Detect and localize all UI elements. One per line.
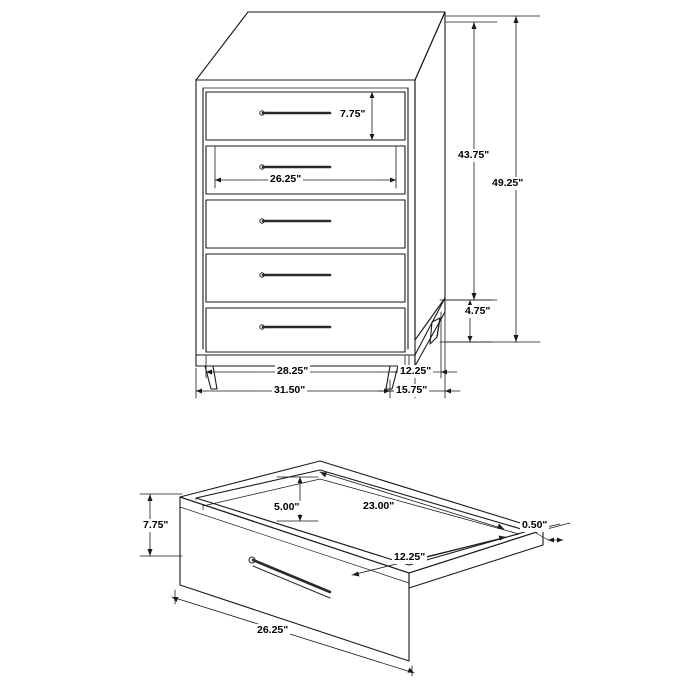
dim-label-drawer-face-width: 26.25" (270, 173, 302, 185)
dim-label-drawer-side-height: 7.75" (143, 519, 169, 531)
dim-drawer-interior-width (320, 472, 504, 529)
drawer-box-pull (249, 557, 330, 598)
drawer-box (180, 461, 543, 661)
dim-label-drawer-interior-width: 23.00" (363, 500, 395, 512)
dim-drawer-interior-height (277, 477, 318, 521)
dim-label-drawer-wall-thickness: 0.50" (522, 519, 548, 531)
dim-drawer-overall-width (172, 590, 414, 676)
dim-label-drawer-interior-depth: 12.25" (394, 551, 426, 563)
dim-label-cabinet-body-width: 28.25" (277, 365, 309, 377)
dim-label-drawer-interior-height: 5.00" (274, 501, 300, 513)
dim-label-overall-width: 31.50" (274, 384, 306, 396)
dim-label-cabinet-body-depth: 12.25" (400, 365, 432, 377)
dim-label-overall-depth: 15.75" (396, 384, 428, 396)
dim-label-drawer-face-height: 7.75" (340, 108, 366, 120)
dim-label-leg-height: 4.75" (465, 305, 491, 317)
chest-top-surface (196, 12, 445, 80)
chest-right-side (415, 12, 445, 340)
dim-label-drawer-overall-width: 26.25" (257, 624, 289, 636)
chest-front-face (196, 80, 415, 355)
dim-drawer-interior-depth (352, 536, 506, 577)
dim-label-cabinet-body-height: 43.75" (458, 149, 490, 161)
dim-label-overall-height: 49.25" (492, 177, 524, 189)
drawer-pull-handles (263, 113, 330, 327)
